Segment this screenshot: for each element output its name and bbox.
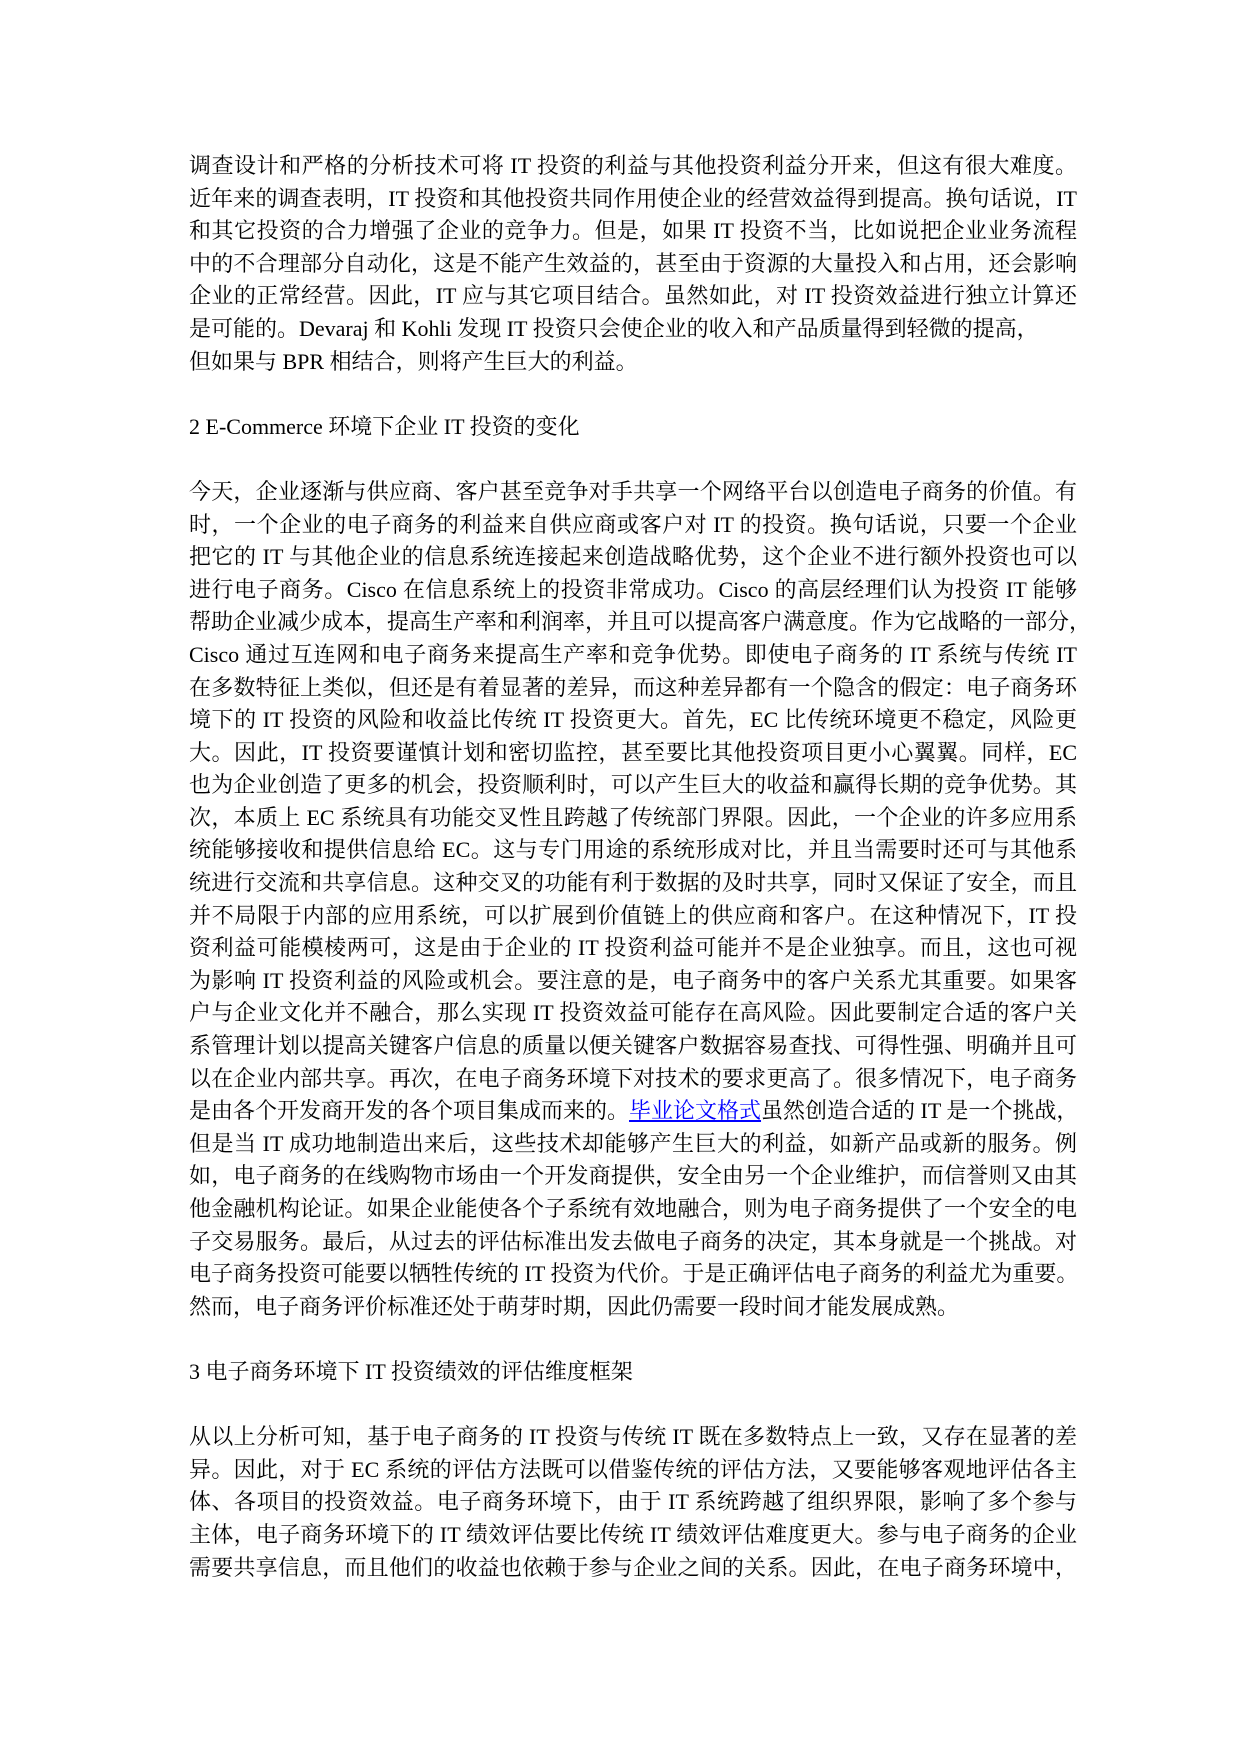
paragraph — [189, 1421, 1077, 1584]
text-line: Cisco 通过互连网和电子商务来提高生产率和竞争优势。即使电子商务的 IT 系统与传统 IT — [189, 641, 1077, 667]
text-line: 他金融机构论证。如果企业能使各个子系统有效地融合，则为电子商务提供了一个安全的电 — [189, 1196, 1077, 1221]
paragraph — [189, 150, 1077, 378]
text-line: 次，本质上 EC 系统具有功能交叉性且跨越了传统部门界限。因此，一个企业的许多应用系 — [189, 804, 1077, 830]
text-line: 从以上分析可知，基于电子商务的 IT 投资与传统 IT 既在多数特点上一致，又存在显著的差 — [189, 1424, 1077, 1450]
text-line: 但是当 IT 成功地制造出来后，这些技术却能够产生巨大的利益，如新产品或新的服务。例 — [189, 1130, 1077, 1156]
text-line: 系管理计划以提高关键客户信息的质量以便关键客户数据容易查找、可得性强、明确并且可 — [189, 1033, 1077, 1059]
text-line: 时，一个企业的电子商务的利益来自供应商或客户对 IT 的投资。换句话说，只要一个企业 — [189, 511, 1077, 537]
text-line: 把它的 IT 与其他企业的信息系统连接起来创造战略优势，这个企业不进行额外投资也可以 — [189, 544, 1077, 570]
text-line: 如，电子商务的在线购物市场由一个开发商提供，安全由另一个企业维护，而信誉则又由其 — [189, 1163, 1077, 1189]
text-line: 但如果与 BPR 相结合，则将产生巨大的利益。 — [189, 348, 638, 374]
text-line-segment: 是由各个开发商开发的各个项目集成而来的。 — [189, 1098, 630, 1124]
text-line: 也为企业创造了更多的机会，投资顺利时，可以产生巨大的收益和赢得长期的竞争优势。其 — [189, 772, 1077, 798]
text-line: 近年来的调查表明，IT 投资和其他投资共同作用使企业的经营效益得到提高。换句话说，IT — [189, 185, 1077, 211]
section-heading: 3 电子商务环境下 IT 投资绩效的评估维度框架 — [189, 1358, 633, 1384]
text-line: 统能够接收和提供信息给 EC。这与专门用途的系统形成对比，并且当需要时还可与其他系 — [189, 837, 1077, 863]
text-line: 异。因此，对于 EC 系统的评估方法既可以借鉴传统的评估方法，又要能够客观地评估各主 — [189, 1456, 1077, 1482]
text-line: 主体，电子商务环境下的 IT 绩效评估要比传统 IT 绩效评估难度更大。参与电子商务的企业 — [189, 1521, 1077, 1547]
text-line: 帮助企业减少成本，提高生产率和利润率，并且可以提高客户满意度。作为它战略的一部分， — [189, 609, 1092, 635]
text-line: 子交易服务。最后，从过去的评估标准出发去做电子商务的决定，其本身就是一个挑战。对 — [189, 1228, 1077, 1254]
text-line: 并不局限于内部的应用系统，可以扩展到价值链上的供应商和客户。在这种情况下，IT 投 — [189, 902, 1077, 928]
thesis-format-link[interactable]: 毕业论文格式 — [629, 1098, 762, 1124]
text-line: 需要共享信息，而且他们的收益也依赖于参与企业之间的关系。因此，在电子商务环境中， — [189, 1554, 1077, 1580]
text-line: 体、各项目的投资效益。电子商务环境下，由于 IT 系统跨越了组织界限，影响了多个参与 — [189, 1489, 1077, 1515]
text-line: 电子商务投资可能要以牺牲传统的 IT 投资为代价。于是正确评估电子商务的利益尤为重要。 — [189, 1261, 1079, 1287]
text-line: 进行电子商务。Cisco 在信息系统上的投资非常成功。Cisco 的高层经理们认为投资 IT 能够 — [189, 576, 1077, 602]
paragraph — [189, 476, 1092, 1323]
document-body — [189, 150, 1092, 1617]
text-line: 企业的正常经营。因此，IT 应与其它项目结合。虽然如此，对 IT 投资效益进行独立计算还 — [189, 283, 1077, 309]
text-line: 大。因此，IT 投资要谨慎计划和密切监控，甚至要比其他投资项目更小心翼翼。同样，EC — [189, 739, 1077, 765]
text-line: 是可能的。Devaraj 和 Kohli 发现 IT 投资只会使企业的收入和产品质量得到轻微的提高， — [189, 315, 1039, 341]
text-line-segment: 虽然创造合适的 IT 是一个挑战， — [761, 1098, 1079, 1124]
text-line: 在多数特征上类似，但还是有着显著的差异，而这种差异都有一个隐含的假定：电子商务环 — [189, 674, 1077, 700]
text-line: 户与企业文化并不融合，那么实现 IT 投资效益可能存在高风险。因此要制定合适的客户关 — [189, 1000, 1077, 1026]
text-line: 境下的 IT 投资的风险和收益比传统 IT 投资更大。首先，EC 比传统环境更不稳定，风险更 — [189, 707, 1077, 733]
text-line: 然而，电子商务评价标准还处于萌芽时期，因此仍需要一段时间才能发展成熟。 — [189, 1293, 960, 1319]
section-heading: 2 E-Commerce 环境下企业 IT 投资的变化 — [189, 413, 580, 439]
text-line: 统进行交流和共享信息。这种交叉的功能有利于数据的及时共享，同时又保证了安全，而且 — [189, 870, 1077, 896]
text-line: 调查设计和严格的分析技术可将 IT 投资的利益与其他投资利益分开来，但这有很大难度。 — [189, 153, 1077, 178]
text-line: 今天，企业逐渐与供应商、客户甚至竞争对手共享一个网络平台以创造电子商务的价值。有 — [189, 478, 1077, 504]
text-line: 和其它投资的合力增强了企业的竞争力。但是，如果 IT 投资不当，比如说把企业业务流程 — [189, 218, 1077, 244]
text-line: 中的不合理部分自动化，这是不能产生效益的，甚至由于资源的大量投入和占用，还会影响 — [189, 250, 1077, 276]
text-line: 为影响 IT 投资利益的风险或机会。要注意的是，电子商务中的客户关系尤其重要。如果客 — [189, 967, 1077, 993]
text-line: 以在企业内部共享。再次，在电子商务环境下对技术的要求更高了。很多情况下，电子商务 — [189, 1065, 1077, 1091]
text-line: 资利益可能模棱两可，这是由于企业的 IT 投资利益可能并不是企业独享。而且，这也可视 — [189, 935, 1077, 961]
text-line — [189, 1095, 1078, 1128]
